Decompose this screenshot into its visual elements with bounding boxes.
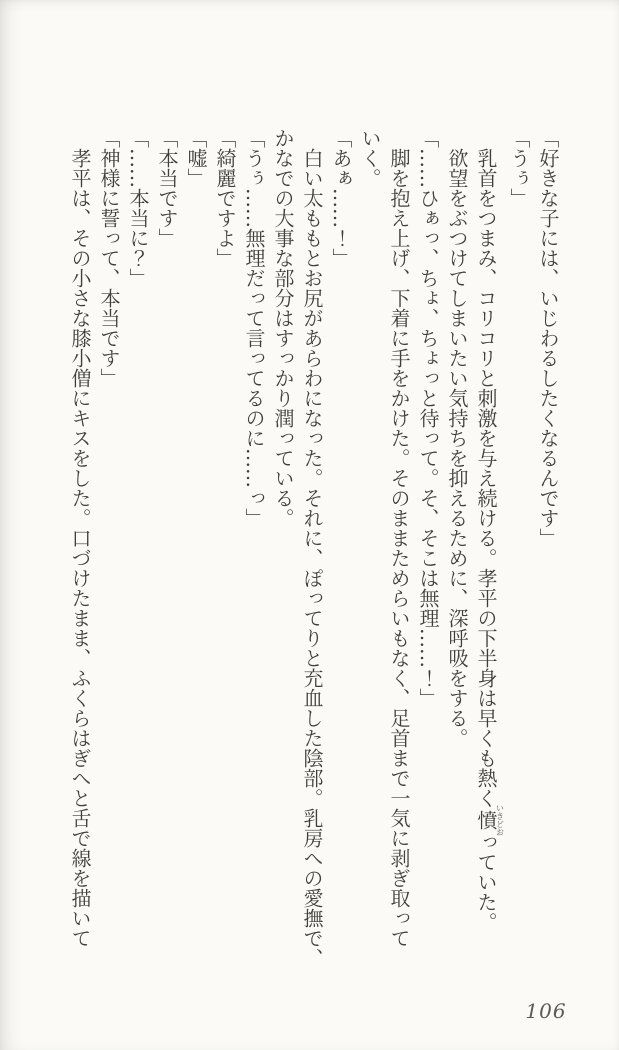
page-number: 106 <box>525 999 567 1023</box>
text-column-10: かなでの大事な部分はすっかり潤っている。 <box>271 128 295 528</box>
text-column-17: 孝平は、その小さな膝小僧にキスをした。口づけたまま、ふくらはぎへと舌で線を描いて <box>68 148 92 948</box>
text-column-5: 「……ひぁっ、ちょ、ちょっと待って。そ、そこは無理……！」 <box>416 128 440 708</box>
text-column-2: 「うぅ」 <box>507 128 531 208</box>
text-column-7: いく。 <box>358 128 382 188</box>
text-column-14: 「本当です」 <box>155 128 179 248</box>
text-body <box>65 128 562 976</box>
text-column-15: 「……本当に？」 <box>126 128 150 288</box>
text-column-3: 乳首をつまみ、コリコリと刺激を与え続ける。孝平の下半身は早くも熱く憤いきどおっていた。 <box>474 148 505 932</box>
text-column-4: 欲望をぶつけてしまいたい気持ちを抑えるために、深呼吸をする。 <box>445 148 469 748</box>
text-column-6: 脚を抱え上げ、下着に手をかけた。そのままためらいもなく、足首まで一気に剥ぎ取って <box>387 148 411 948</box>
text-column-12: 「綺麗ですよ」 <box>213 128 237 268</box>
furigana-annotation: 憤いきどお <box>474 804 505 836</box>
text-column-11: 「うぅ……無理だって言ってるのに……っ」 <box>242 128 266 528</box>
text-column-1: 「好きな子には、いじわるしたくなるんです」 <box>536 128 560 548</box>
text-column-16: 「神様に誓って、本当です」 <box>97 128 121 388</box>
text-column-9: 白い太ももとお尻があらわになった。それに、ぽってりと充血した陰部。乳房への愛撫で、 <box>300 148 324 968</box>
text-column-13: 「嘘」 <box>184 128 208 188</box>
text-column-8: 「あぁ……！」 <box>329 128 353 268</box>
